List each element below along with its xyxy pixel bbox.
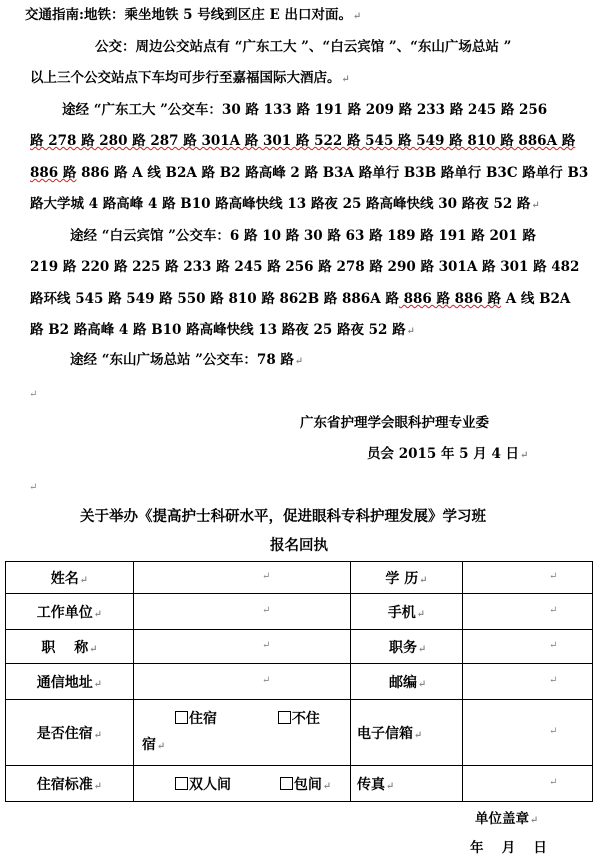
route-gdgd-line-3: [30, 163, 588, 183]
form-title-line-1: [80, 507, 486, 527]
return-mark: ↵: [322, 780, 332, 792]
return-mark: ↵: [29, 389, 38, 400]
return-mark: ↵: [352, 11, 362, 22]
text: A 线 B2A: [501, 291, 571, 307]
name-value-cell[interactable]: [134, 562, 351, 594]
return-mark: ↵: [341, 74, 350, 85]
return-mark: ↵: [262, 605, 271, 616]
text: 途经 “广东工大 ”公交车：30 路 133 路 191 路 209 路 233 路 245 路 256: [62, 102, 548, 118]
postcode-value-cell[interactable]: [463, 664, 593, 700]
route-byby-line-4: [30, 320, 415, 342]
return-mark: ↵: [531, 200, 540, 211]
text: 住宿: [189, 711, 217, 727]
empty-paragraph: [28, 383, 37, 405]
return-mark: ↵: [93, 608, 103, 620]
organizer-line-1: [300, 413, 489, 433]
text: 邮编: [389, 674, 417, 691]
email-label-cell: [351, 700, 463, 766]
text: 886 路: [30, 165, 77, 181]
organizer-date-line: [367, 444, 528, 466]
route-byby-line-2: [30, 257, 579, 277]
return-mark: ↵: [93, 729, 103, 741]
text: 单位盖章: [475, 811, 529, 827]
text: 219 路 220 路 225 路 233 路 245 路 256 路 278 路 290 路 301A 路 301 路 482: [30, 259, 580, 275]
return-mark: ↵: [89, 643, 98, 655]
return-mark: ↵: [29, 482, 38, 493]
text: 包间: [293, 776, 322, 793]
text: 途经 “东山广场总站 ”公交车：78 路: [70, 352, 294, 368]
text: 年 月 日: [470, 840, 547, 856]
return-mark: ↵: [549, 726, 558, 737]
lodging-standard-options-cell: [134, 766, 351, 802]
text: 学 历: [385, 570, 419, 587]
text: 电子信箱: [357, 725, 413, 742]
position-value-cell[interactable]: [463, 630, 593, 664]
route-byby-line-3: [30, 289, 570, 309]
return-mark: ↵: [262, 675, 271, 686]
bus-walk-line: [30, 68, 350, 90]
return-mark: ↵: [416, 608, 426, 620]
table-row: [6, 766, 593, 802]
lodging-options: [140, 706, 344, 732]
education-value-cell[interactable]: [463, 562, 593, 594]
return-mark: ↵: [93, 678, 103, 690]
transport-guide-line: [25, 5, 361, 27]
mobile-value-cell[interactable]: [463, 594, 593, 630]
text: 住宿标准: [36, 776, 93, 793]
text: 手机: [387, 604, 416, 621]
return-mark: ↵: [549, 605, 558, 616]
text: 工作单位: [36, 604, 93, 621]
work-unit-label-cell: [6, 594, 134, 630]
text: 职务: [389, 639, 417, 656]
return-mark: ↵: [414, 729, 423, 741]
text: 路大学城 4 路高峰 4 路 B10 路高峰快线 13 路夜 25 路高峰快线 30 路夜 52 路: [30, 196, 531, 212]
route-gdgd-line-4: [30, 194, 540, 216]
lodging-standard-label-cell: [6, 766, 134, 802]
lodging-yes-option[interactable]: [175, 711, 217, 727]
return-mark: ↵: [419, 574, 428, 586]
text: 报名回执: [270, 537, 328, 554]
text: 886 路 886 路: [398, 291, 502, 307]
lodging-label-cell: [6, 700, 134, 766]
return-mark: ↵: [386, 780, 395, 792]
unit-seal-line: [475, 809, 538, 831]
table-row: [6, 594, 593, 630]
return-mark: ↵: [262, 640, 271, 651]
return-mark: ↵: [262, 571, 271, 582]
return-mark: ↵: [418, 643, 427, 655]
return-mark: ↵: [418, 678, 427, 690]
checkbox-icon[interactable]: [175, 777, 188, 790]
text: 不住: [291, 711, 320, 727]
mobile-label-cell: [351, 594, 463, 630]
text: 公交：周边公交站点有 “广东工大 ”、“白云宾馆 ”、“东山广场总站 ”: [95, 39, 512, 55]
registration-form-table: [5, 561, 593, 802]
fax-value-cell[interactable]: [463, 766, 593, 802]
text: 关于举办《提高护士科研水平，促进眼科专科护理发展》学习班: [80, 508, 486, 525]
text: 路 B2 路高峰 4 路 B10 路高峰快线 13 路夜 25 路夜 52 路: [30, 322, 406, 338]
table-row: [6, 562, 593, 594]
address-value-cell[interactable]: [134, 664, 351, 700]
return-mark: ↵: [79, 574, 89, 586]
empty-paragraph: [28, 476, 37, 498]
title-label-cell: [6, 630, 134, 664]
return-mark: ↵: [406, 326, 416, 337]
text: 路环线 545 路 549 路 550 路 810 路 862B 路 886A 路: [30, 291, 399, 307]
text: 广东省护理学会眼科护理专业委: [300, 415, 489, 431]
route-gdgd-line-2: [30, 131, 575, 151]
lodging-no-option[interactable]: [278, 711, 320, 727]
table-row: [6, 664, 593, 700]
text: 双人间: [189, 776, 231, 793]
return-mark: ↵: [294, 356, 304, 367]
return-mark: ↵: [549, 777, 558, 788]
title-value-cell[interactable]: [134, 630, 351, 664]
email-value-cell[interactable]: [463, 700, 593, 766]
table-row: [6, 630, 593, 664]
text: 交通指南:地铁：乘坐地铁 5 号线到区庄 E 出口对面。: [25, 7, 352, 23]
return-mark: ↵: [157, 741, 166, 752]
bus-intro-line: [95, 37, 511, 57]
checkbox-icon[interactable]: [278, 711, 291, 724]
table-row: [6, 700, 593, 766]
text: 姓名: [50, 570, 79, 587]
lodging-options-cell: [134, 700, 351, 766]
checkbox-icon[interactable]: [175, 711, 188, 724]
seal-date-line: [470, 838, 547, 858]
text: 员会 2015 年 5 月 4 日: [367, 446, 520, 462]
route-gdgd-line-1: [62, 100, 547, 120]
text: 途经 “白云宾馆 ”公交车：6 路 10 路 30 路 63 路 189 路 191 路 201 路: [70, 228, 536, 244]
form-title-line-2: [270, 536, 328, 556]
education-label-cell: [351, 562, 463, 594]
position-label-cell: [351, 630, 463, 664]
postcode-label-cell: [351, 664, 463, 700]
route-byby-line-1: [70, 226, 536, 246]
address-label-cell: [6, 664, 134, 700]
return-mark: ↵: [520, 450, 529, 461]
name-label-cell: [6, 562, 134, 594]
text: 宿: [142, 737, 156, 753]
lodging-options-wrap: [140, 732, 344, 760]
fax-label-cell: [351, 766, 463, 802]
return-mark: ↵: [549, 675, 558, 686]
work-unit-value-cell[interactable]: [134, 594, 351, 630]
double-room-option[interactable]: [175, 777, 231, 793]
text: 通信地址: [36, 674, 93, 691]
text: 是否住宿: [36, 725, 93, 742]
text: 以上三个公交站点下车均可步行至嘉福国际大酒店。: [30, 70, 341, 86]
return-mark: ↵: [549, 571, 558, 582]
route-dsgc-line: [70, 350, 303, 372]
return-mark: ↵: [549, 640, 558, 651]
text: 路 278 路 280 路 287 路 301A 路 301 路 522 路 545 路 549 路 810 路 886A 路: [30, 133, 576, 149]
return-mark: ↵: [93, 780, 103, 792]
checkbox-icon[interactable]: [280, 777, 293, 790]
text: 职 称: [41, 639, 89, 656]
return-mark: ↵: [530, 815, 539, 826]
text: 传真: [357, 776, 385, 793]
package-room-option[interactable]: [280, 777, 331, 793]
text: 886 路 A 线 B2A 路 B2 路高峰 2 路 B3A 路单行 B3B 路单行 B3C 路单行 B3: [76, 165, 589, 181]
